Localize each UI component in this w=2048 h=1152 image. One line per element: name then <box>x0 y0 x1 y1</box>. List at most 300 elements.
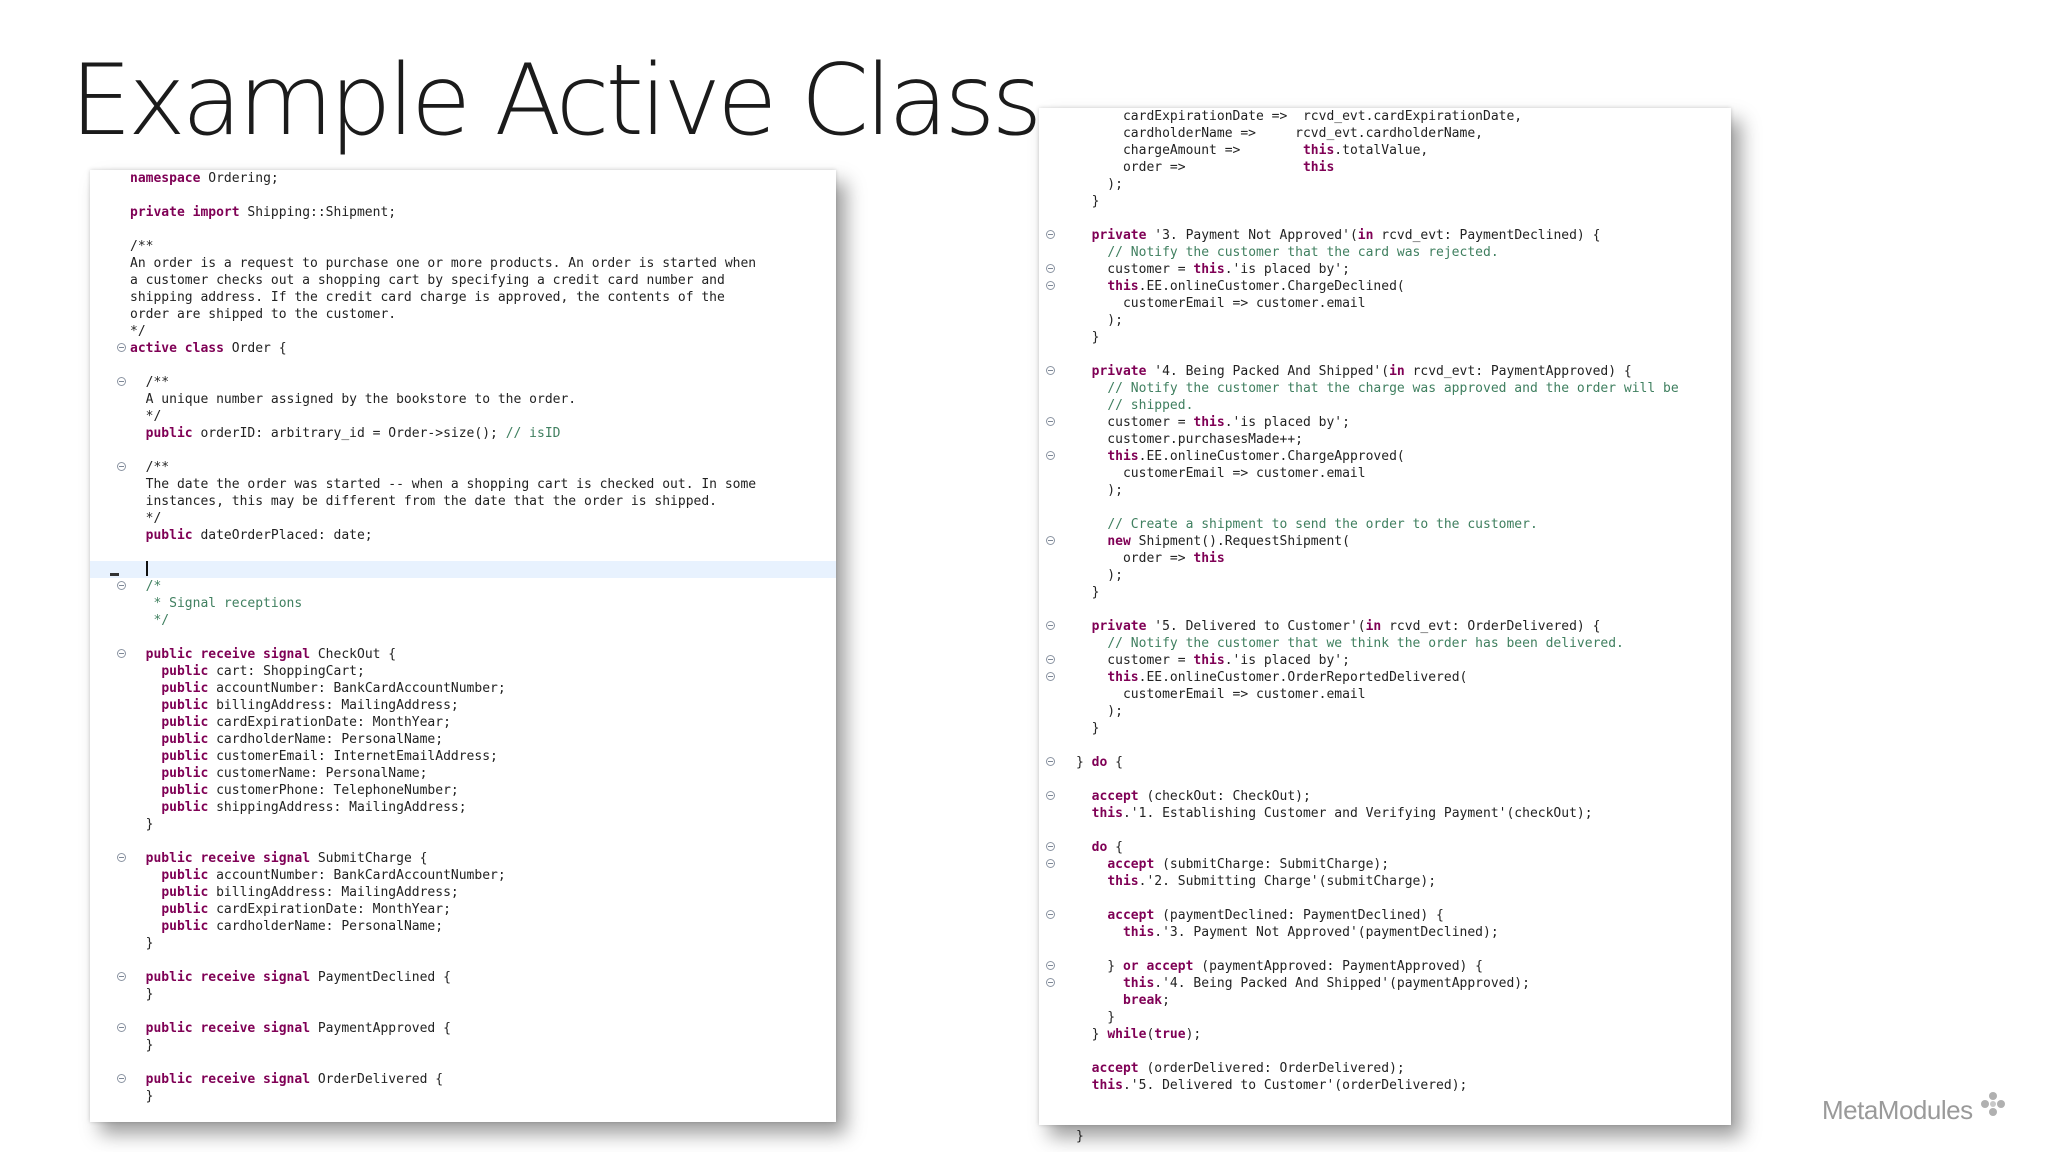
code-line-text <box>1076 193 1099 210</box>
code-line[interactable] <box>1039 397 1731 414</box>
code-line[interactable] <box>1039 414 1731 431</box>
code-line[interactable] <box>1039 482 1731 499</box>
code-line-text <box>1076 278 1405 295</box>
code-keyword: public <box>161 868 209 883</box>
code-line[interactable] <box>90 561 836 578</box>
code-line[interactable] <box>90 1020 836 1037</box>
code-line-text <box>1076 669 1467 686</box>
code-token <box>1076 228 1092 243</box>
code-line[interactable] <box>90 765 836 782</box>
code-line[interactable] <box>1039 669 1731 686</box>
fold-toggle-icon[interactable] <box>1046 859 1055 868</box>
code-line[interactable] <box>1039 363 1731 380</box>
code-line[interactable] <box>90 170 836 187</box>
code-line[interactable] <box>1039 839 1731 856</box>
code-line[interactable] <box>1039 193 1731 210</box>
code-line[interactable] <box>1039 1009 1731 1026</box>
fold-toggle-icon[interactable] <box>1046 655 1055 664</box>
code-line[interactable] <box>1039 720 1731 737</box>
code-line[interactable] <box>1039 465 1731 482</box>
code-token: } <box>1076 721 1100 736</box>
code-token <box>130 647 146 662</box>
code-line[interactable] <box>1039 261 1731 278</box>
fold-toggle-icon[interactable] <box>1046 281 1055 290</box>
code-keyword: this <box>1302 143 1335 158</box>
code-line[interactable] <box>1039 584 1731 601</box>
code-token: cardholderName: PersonalName; <box>208 732 444 747</box>
code-line[interactable] <box>1039 312 1731 329</box>
code-line[interactable] <box>1039 125 1731 142</box>
code-line[interactable] <box>90 306 836 323</box>
code-line[interactable] <box>1039 890 1731 907</box>
fold-toggle-icon[interactable] <box>117 377 126 386</box>
code-token: { <box>1107 840 1123 855</box>
fold-toggle-icon[interactable] <box>117 1074 126 1083</box>
code-line[interactable] <box>1039 1043 1731 1060</box>
code-line[interactable] <box>1039 788 1731 805</box>
code-keyword: in <box>1389 364 1405 379</box>
code-line[interactable] <box>90 544 836 561</box>
code-token <box>130 919 161 934</box>
code-token <box>130 902 161 917</box>
code-line[interactable] <box>90 221 836 238</box>
code-line[interactable] <box>90 1037 836 1054</box>
code-line-text <box>130 731 443 748</box>
code-token: Ordering; <box>200 171 279 186</box>
code-line-text <box>1076 448 1405 465</box>
code-line[interactable] <box>90 595 836 612</box>
code-line-text <box>1076 1009 1115 1026</box>
code-line-text <box>1076 465 1366 482</box>
code-line[interactable] <box>90 1054 836 1071</box>
code-line[interactable] <box>90 816 836 833</box>
code-token: (paymentDeclined: PaymentDeclined) { <box>1154 908 1444 923</box>
code-keyword: public <box>161 800 209 815</box>
code-line[interactable] <box>90 884 836 901</box>
code-line-text <box>130 595 302 612</box>
code-line[interactable] <box>90 782 836 799</box>
code-line-text <box>1076 312 1123 329</box>
code-line-text <box>1076 635 1624 652</box>
code-token: customer = <box>1076 262 1194 277</box>
code-token <box>1076 670 1107 685</box>
code-token: Shipping::Shipment; <box>239 205 397 220</box>
code-token: ; <box>1162 993 1170 1008</box>
code-line-text <box>1076 142 1428 159</box>
fold-toggle-icon[interactable] <box>1046 842 1055 851</box>
code-line-text <box>130 374 169 391</box>
code-token: accountNumber: BankCardAccountNumber; <box>208 868 506 883</box>
code-token: instances, this may be different from the date that the order is shipped. <box>130 494 717 509</box>
code-line-text <box>130 170 279 187</box>
code-token: ); <box>1076 177 1123 192</box>
fold-toggle-icon[interactable] <box>1046 451 1055 460</box>
code-token: ); <box>1076 483 1123 498</box>
code-token: customer.purchasesMade++; <box>1076 432 1303 447</box>
code-keyword: this <box>1193 262 1225 277</box>
fold-toggle-icon[interactable] <box>1046 961 1055 970</box>
code-line[interactable] <box>90 442 836 459</box>
code-token: customerEmail => customer.email <box>1076 296 1366 311</box>
code-line[interactable] <box>1039 975 1731 992</box>
code-line-text <box>130 323 146 340</box>
code-line-text <box>1076 125 1483 142</box>
code-line-text <box>1076 295 1366 312</box>
code-line[interactable] <box>1039 329 1731 346</box>
code-token: (checkOut: CheckOut); <box>1138 789 1311 804</box>
code-comment: */ <box>130 613 170 628</box>
code-comment: // isID <box>505 426 561 441</box>
code-token: order => <box>1076 551 1194 566</box>
code-token: customerEmail => customer.email <box>1076 687 1366 702</box>
code-line-text <box>130 1037 153 1054</box>
code-line[interactable] <box>90 527 836 544</box>
code-line[interactable] <box>90 969 836 986</box>
code-token: ); <box>1185 1027 1202 1042</box>
code-line[interactable] <box>90 1088 836 1105</box>
code-line[interactable] <box>90 1003 836 1020</box>
code-line[interactable] <box>1039 703 1731 720</box>
code-keyword: or accept <box>1122 959 1194 974</box>
code-token: */ <box>130 409 162 424</box>
code-token: cart: ShoppingCart; <box>208 664 365 679</box>
code-line[interactable] <box>90 731 836 748</box>
code-line-text <box>1076 839 1123 856</box>
code-keyword: this <box>1193 415 1225 430</box>
code-line-text <box>130 663 365 680</box>
code-keyword: this <box>1122 925 1155 940</box>
code-token: .'is placed by'; <box>1224 262 1350 277</box>
code-line[interactable] <box>90 204 836 221</box>
fold-toggle-icon[interactable] <box>1046 910 1055 919</box>
code-line-text <box>130 493 717 510</box>
code-line[interactable] <box>1039 805 1731 822</box>
code-keyword: public <box>161 783 209 798</box>
code-line[interactable] <box>90 799 836 816</box>
code-keyword: this <box>1193 551 1225 566</box>
code-line[interactable] <box>90 510 836 527</box>
fold-toggle-icon[interactable] <box>1046 366 1055 375</box>
code-token <box>1076 449 1107 464</box>
code-token: customerName: PersonalName; <box>208 766 428 781</box>
code-line[interactable] <box>1039 686 1731 703</box>
code-line[interactable] <box>90 867 836 884</box>
code-token: } <box>130 1038 154 1053</box>
code-line-text <box>130 476 756 493</box>
code-line-text <box>1076 159 1334 176</box>
code-line-text <box>130 272 725 289</box>
code-line[interactable] <box>90 935 836 952</box>
code-line[interactable] <box>90 340 836 357</box>
code-line[interactable] <box>1039 924 1731 941</box>
fold-toggle-icon[interactable] <box>1046 672 1055 681</box>
code-editor-left[interactable] <box>90 170 836 1122</box>
code-line[interactable] <box>90 918 836 935</box>
code-token: customer = <box>1076 653 1194 668</box>
code-line-text <box>1076 856 1389 873</box>
code-keyword: this <box>1107 874 1139 889</box>
code-token: ( <box>1146 1027 1155 1042</box>
code-line[interactable] <box>1039 227 1731 244</box>
code-line[interactable] <box>1039 533 1731 550</box>
code-line[interactable] <box>1039 380 1731 397</box>
code-keyword: private <box>1091 619 1147 634</box>
code-line[interactable] <box>90 374 836 391</box>
code-token <box>130 783 161 798</box>
code-line[interactable] <box>1039 176 1731 193</box>
code-line[interactable] <box>90 629 836 646</box>
fold-toggle-icon[interactable] <box>117 581 126 590</box>
code-line[interactable] <box>1039 618 1731 635</box>
code-token: .EE.onlineCustomer.ChargeDeclined( <box>1138 279 1405 294</box>
code-token: /** <box>130 460 170 475</box>
code-line-text <box>130 527 373 544</box>
code-comment: // Create a shipment to send the order to the customer. <box>1107 517 1538 532</box>
code-line[interactable] <box>90 255 836 272</box>
code-line[interactable] <box>1039 1077 1731 1094</box>
code-line[interactable] <box>1039 567 1731 584</box>
fold-toggle-icon[interactable] <box>1046 978 1055 987</box>
code-line[interactable] <box>1039 244 1731 261</box>
code-token: a customer checks out a shopping cart by specifying a credit card number and <box>130 273 725 288</box>
code-token <box>130 885 161 900</box>
code-line[interactable] <box>90 476 836 493</box>
code-line-text <box>1076 244 1499 261</box>
code-token: ); <box>1076 568 1123 583</box>
code-line[interactable] <box>90 663 836 680</box>
code-line[interactable] <box>1039 992 1731 1009</box>
code-lines <box>90 170 836 1105</box>
code-token <box>1076 279 1107 294</box>
code-line-text <box>1076 431 1303 448</box>
code-keyword: new <box>1107 534 1131 549</box>
code-line[interactable] <box>1039 499 1731 516</box>
code-token <box>130 970 146 985</box>
code-line[interactable] <box>90 612 836 629</box>
code-token: } <box>1076 194 1100 209</box>
code-line[interactable] <box>1039 652 1731 669</box>
code-token <box>1076 925 1123 940</box>
code-line[interactable] <box>90 391 836 408</box>
code-token: } <box>1076 330 1100 345</box>
fold-toggle-icon[interactable] <box>117 462 126 471</box>
code-keyword: public <box>161 749 209 764</box>
fold-toggle-icon[interactable] <box>1046 791 1055 800</box>
code-token: customerEmail: InternetEmailAddress; <box>208 749 498 764</box>
code-line[interactable] <box>90 901 836 918</box>
code-token <box>1076 806 1092 821</box>
code-keyword: private <box>1091 364 1147 379</box>
code-line[interactable] <box>1039 431 1731 448</box>
code-token: '3. Payment Not Approved'( <box>1146 228 1358 243</box>
fold-toggle-icon[interactable] <box>117 1023 126 1032</box>
code-token <box>130 715 161 730</box>
code-line[interactable] <box>1039 601 1731 618</box>
code-line-text <box>130 1020 451 1037</box>
code-line[interactable] <box>90 493 836 510</box>
code-line[interactable] <box>90 323 836 340</box>
code-keyword: this <box>1122 976 1155 991</box>
code-line-text <box>130 969 451 986</box>
code-line[interactable] <box>1039 295 1731 312</box>
code-token <box>130 664 161 679</box>
code-keyword: namespace <box>130 171 201 186</box>
code-line[interactable] <box>90 646 836 663</box>
code-line[interactable] <box>1039 142 1731 159</box>
code-token <box>130 426 146 441</box>
code-token: .'5. Delivered to Customer'(orderDelivered); <box>1122 1078 1468 1093</box>
fold-toggle-icon[interactable] <box>117 343 126 352</box>
code-line[interactable] <box>1039 737 1731 754</box>
code-line-text <box>130 238 153 255</box>
code-line-text <box>130 408 161 425</box>
code-token: ); <box>1076 704 1123 719</box>
code-token <box>130 1072 146 1087</box>
code-token: { <box>1107 755 1123 770</box>
code-token <box>1076 857 1107 872</box>
code-token: rcvd_evt: PaymentApproved) { <box>1404 364 1632 379</box>
code-line[interactable] <box>1039 907 1731 924</box>
code-token <box>130 851 146 866</box>
code-line[interactable] <box>1039 346 1731 363</box>
code-token: .'4. Being Packed And Shipped'(paymentApproved); <box>1154 976 1530 991</box>
code-line[interactable] <box>1039 771 1731 788</box>
code-keyword: this <box>1193 653 1225 668</box>
code-line[interactable] <box>1039 958 1731 975</box>
code-line[interactable] <box>1039 448 1731 465</box>
code-comment: // Notify the customer that the card was rejected. <box>1107 245 1499 260</box>
code-line[interactable] <box>1039 210 1731 227</box>
code-token <box>130 681 161 696</box>
code-token <box>1076 534 1107 549</box>
code-keyword: accept <box>1091 1061 1139 1076</box>
code-token: accountNumber: BankCardAccountNumber; <box>208 681 506 696</box>
code-line[interactable] <box>1039 278 1731 295</box>
code-line[interactable] <box>90 952 836 969</box>
code-line-text <box>130 510 161 527</box>
code-line[interactable] <box>90 1071 836 1088</box>
code-keyword: accept <box>1091 789 1139 804</box>
code-token: } <box>1076 755 1092 770</box>
code-line-text <box>1076 533 1350 550</box>
fold-toggle-icon[interactable] <box>1046 757 1055 766</box>
code-line[interactable] <box>90 986 836 1003</box>
code-line[interactable] <box>1039 1094 1731 1111</box>
code-line[interactable] <box>90 833 836 850</box>
code-keyword: this <box>1302 160 1335 175</box>
code-line[interactable] <box>90 272 836 289</box>
code-keyword: public <box>161 766 209 781</box>
code-token <box>1076 381 1107 396</box>
code-line[interactable] <box>1039 635 1731 652</box>
fold-toggle-icon[interactable] <box>1046 264 1055 273</box>
code-line-text <box>1076 720 1099 737</box>
code-line[interactable] <box>90 357 836 374</box>
code-line-text <box>1076 1128 1084 1145</box>
code-line[interactable] <box>1039 941 1731 958</box>
code-token <box>1076 517 1107 532</box>
code-token: /** <box>130 375 170 390</box>
code-token: */ <box>130 324 146 339</box>
code-line[interactable] <box>1039 856 1731 873</box>
code-line-text <box>130 255 756 272</box>
code-line-text <box>1076 176 1123 193</box>
code-token: OrderDelivered { <box>310 1072 444 1087</box>
code-token: cardholderName: PersonalName; <box>208 919 444 934</box>
code-line-text <box>1076 1077 1467 1094</box>
code-line-text <box>1076 652 1350 669</box>
code-line[interactable] <box>90 748 836 765</box>
code-line[interactable] <box>90 850 836 867</box>
brand-logo-text: MetaModules <box>1822 1095 1973 1125</box>
code-line[interactable] <box>1039 108 1731 125</box>
fold-toggle-icon[interactable] <box>117 972 126 981</box>
code-line-text <box>130 935 153 952</box>
code-keyword: public <box>145 426 193 441</box>
code-token: customer = <box>1076 415 1194 430</box>
code-line-text <box>130 986 153 1003</box>
code-line[interactable] <box>90 714 836 731</box>
code-editor-right[interactable] <box>1039 108 1731 1144</box>
code-line[interactable] <box>1039 1111 1731 1128</box>
code-line[interactable] <box>90 425 836 442</box>
fold-toggle-icon[interactable] <box>1046 230 1055 239</box>
code-token <box>1076 976 1123 991</box>
fold-toggle-icon[interactable] <box>1046 536 1055 545</box>
code-token <box>130 868 161 883</box>
code-line[interactable] <box>1039 550 1731 567</box>
code-token: /** <box>130 239 154 254</box>
code-line[interactable] <box>90 680 836 697</box>
code-line-text <box>130 646 396 663</box>
code-line[interactable] <box>1039 1060 1731 1077</box>
code-token <box>1076 1061 1092 1076</box>
code-keyword: active class <box>130 341 224 356</box>
code-line-text <box>130 425 561 442</box>
code-line[interactable] <box>90 289 836 306</box>
code-line-text <box>130 867 506 884</box>
code-line[interactable] <box>1039 516 1731 533</box>
code-line[interactable] <box>90 459 836 476</box>
code-token <box>130 562 146 577</box>
fold-toggle-icon[interactable] <box>1046 621 1055 630</box>
code-line[interactable] <box>1039 754 1731 771</box>
code-line[interactable] <box>1039 1128 1731 1145</box>
code-keyword: this <box>1107 670 1139 685</box>
fold-toggle-icon[interactable] <box>117 853 126 862</box>
fold-toggle-icon[interactable] <box>1046 417 1055 426</box>
code-line[interactable] <box>1039 1026 1731 1043</box>
fold-toggle-icon[interactable] <box>117 649 126 658</box>
slide-title: Example Active Class <box>70 44 1039 158</box>
code-line[interactable] <box>90 187 836 204</box>
code-token <box>1076 993 1123 1008</box>
code-line[interactable] <box>1039 822 1731 839</box>
code-token: (orderDelivered: OrderDelivered); <box>1138 1061 1405 1076</box>
code-line[interactable] <box>1039 873 1731 890</box>
code-line[interactable] <box>90 408 836 425</box>
code-token: } <box>130 987 154 1002</box>
code-token: order are shipped to the customer. <box>130 307 397 322</box>
code-line-text <box>1076 227 1600 244</box>
code-line-text <box>130 459 169 476</box>
code-line-text <box>1076 550 1225 567</box>
code-line[interactable] <box>1039 159 1731 176</box>
code-line[interactable] <box>90 578 836 595</box>
code-line[interactable] <box>90 697 836 714</box>
code-line[interactable] <box>90 238 836 255</box>
code-token: (submitCharge: SubmitCharge); <box>1154 857 1390 872</box>
